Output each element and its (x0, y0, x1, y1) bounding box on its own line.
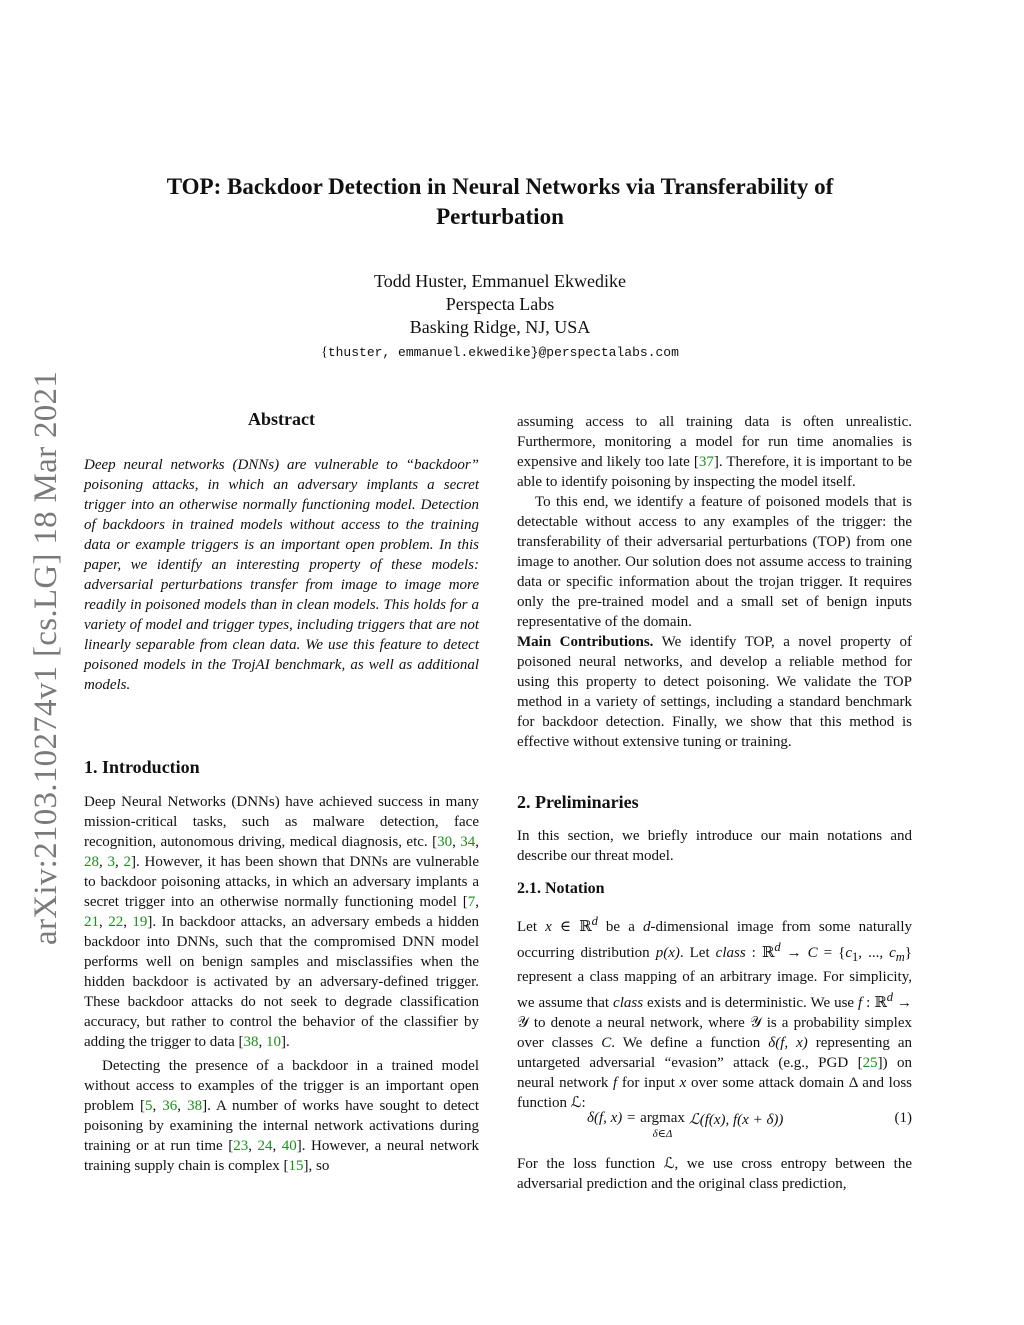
citation[interactable]: 5 (145, 1098, 153, 1114)
citation[interactable]: 10 (266, 1034, 282, 1050)
citation[interactable]: 38 (243, 1034, 259, 1050)
introduction-heading: 1. Introduction (84, 757, 200, 777)
notation-paragraph: Let x ∈ ℝ$^d$ be a d-dimensional image from some naturally occurring distribution p(x). Let class : ℝ$^d$ → $C = \{c_1$, ..., $c_m$} represent a class mapping of an arbitrary image. For simplicity, we assume that class exists and is deterministic. We use f : ℝ$^d$ → 𝒴 to denote a neural network, where 𝒴 is a probability simplex over classes C. We define a function δ(f, x) representing an untargeted adversarial “evasion” attack (e.g., PGD [25]) on neural network f for input x over some attack domain Δ and loss function ℒ: (517, 914, 913, 1111)
citation[interactable]: 38 (187, 1098, 203, 1114)
abstract-text: Deep neural networks (DNNs) are vulnerable to “backdoor” poisoning attacks, in which an adversary implants a secret trigger into an otherwise normally functioning model. Detection of backdoors in trained models without access to the training data or example triggers is an important open problem. In this paper, we identify an interesting property of these models: adversarial perturbations transfer from image to image more readily in poisoned models than in clean models. This holds for a variety of model and trigger types, including triggers that are not linearly separable from clean data. We use this feature to detect poisoned models in the TrojAI benchmark, as well as additional models. (84, 457, 479, 693)
intro-paragraph-3: To this end, we identify a feature of poisoned models that is detectable without access to any examples of the trigger: the transferability of their adversarial perturbations (TOP) from one image to another. Our solution does not assume access to training data or specific information about the trojan trigger. It requires only the pre-trained model and a small set of benign inputs representative of the domain. (517, 494, 912, 630)
citation[interactable]: 37 (698, 454, 714, 470)
abstract-heading: Abstract (248, 409, 315, 429)
citation[interactable]: 24 (257, 1138, 273, 1154)
citation[interactable]: 30 (437, 834, 453, 850)
email-line: {thuster, emmanuel.ekwedike}@perspectalabs.com (321, 345, 679, 360)
authors: Todd Huster, Emmanuel Ekwedike (374, 271, 626, 291)
contributions-paragraph: Main Contributions. We identify TOP, a novel property of poisoned neural networks, and develop a reliable method for using this property to detect poisoning. We validate the TOP method in a variety of settings, including a standard benchmark for backdoor detection. Finally, we show that this method is effective without extensive tuning or training. (517, 634, 912, 750)
argmax-operator: argmax δ∈Δ (640, 1110, 685, 1140)
citation[interactable]: 3 (107, 854, 116, 870)
citation[interactable]: 19 (132, 914, 148, 930)
citation[interactable]: 25 (862, 1055, 878, 1071)
citation[interactable]: 34 (460, 834, 476, 850)
paper-title: TOP: Backdoor Detection in Neural Networks via Transferability of Perturbation (166, 174, 834, 229)
equation-number: (1) (894, 1110, 912, 1126)
citation[interactable]: 7 (467, 894, 476, 910)
notation-heading: 2.1. Notation (517, 880, 605, 897)
arxiv-identifier: arXiv:2103.10274v1 [cs.LG] 18 Mar 2021 (28, 370, 64, 945)
equation-1 (517, 1110, 912, 1142)
intro-paragraph-1: Deep Neural Networks (DNNs) have achieved success in many mission-critical tasks, such as malware detection, face recognition, autonomous driving, medical diagnosis, etc. [30, 34, 28, 3, 2]. However, it has been shown that DNNs are vulnerable to backdoor poisoning attacks, in which an adversary implants a secret trigger into an otherwise normally functioning model [7, 21, 22, 19]. In backdoor attacks, an adversary embeds a hidden backdoor into DNNs, such that the compromised DNN model performs well on benign samples and misclassifies when the hidden backdoor is activated by an adversary-defined trigger. These backdoor attacks do not seek to degrade classification accuracy, but rather to control the behavior of the classifier by adding the trigger to data [38, 10]. (84, 794, 480, 1050)
citation[interactable]: 22 (108, 914, 124, 930)
citation[interactable]: 21 (84, 914, 99, 930)
intro-paragraph-2: Detecting the presence of a backdoor in a trained model without access to examples of the trigger is an important open problem [5, 36, 38]. A number of works have sought to detect poisoning by examining the internal network activations during training or at run time [23, 24, 40]. However, a neural network training supply chain is complex [15], so (84, 1058, 480, 1174)
citation[interactable]: 2 (123, 854, 132, 870)
loss-function-paragraph: For the loss function ℒ, we use cross entropy between the adversarial prediction and the original class prediction, (517, 1156, 912, 1192)
right-column-intro (517, 412, 912, 752)
preliminaries-heading: 2. Preliminaries (517, 792, 639, 812)
location: Basking Ridge, NJ, USA (409, 317, 591, 337)
preliminaries-text: In this section, we briefly introduce our main notations and describe our threat model. (517, 828, 912, 864)
author-block (200, 270, 800, 339)
citation[interactable]: 28 (84, 854, 99, 870)
intro-continued: assuming access to all training data is often unrealistic. Furthermore, monitoring a model for run time anomalies is expensive and likely too late [37]. Therefore, it is important to be able to identify poisoning by inspecting the model itself. (517, 414, 912, 490)
citation[interactable]: 36 (162, 1098, 178, 1114)
citation[interactable]: 40 (281, 1138, 297, 1154)
introduction-body (84, 792, 479, 1176)
citation[interactable]: 23 (233, 1138, 249, 1154)
equation-body: δ(f, x) = argmax δ∈Δ ℒ(f(x), f(x + δ)) (587, 1110, 784, 1140)
citation[interactable]: 15 (288, 1158, 304, 1174)
affiliation: Perspecta Labs (445, 294, 555, 314)
